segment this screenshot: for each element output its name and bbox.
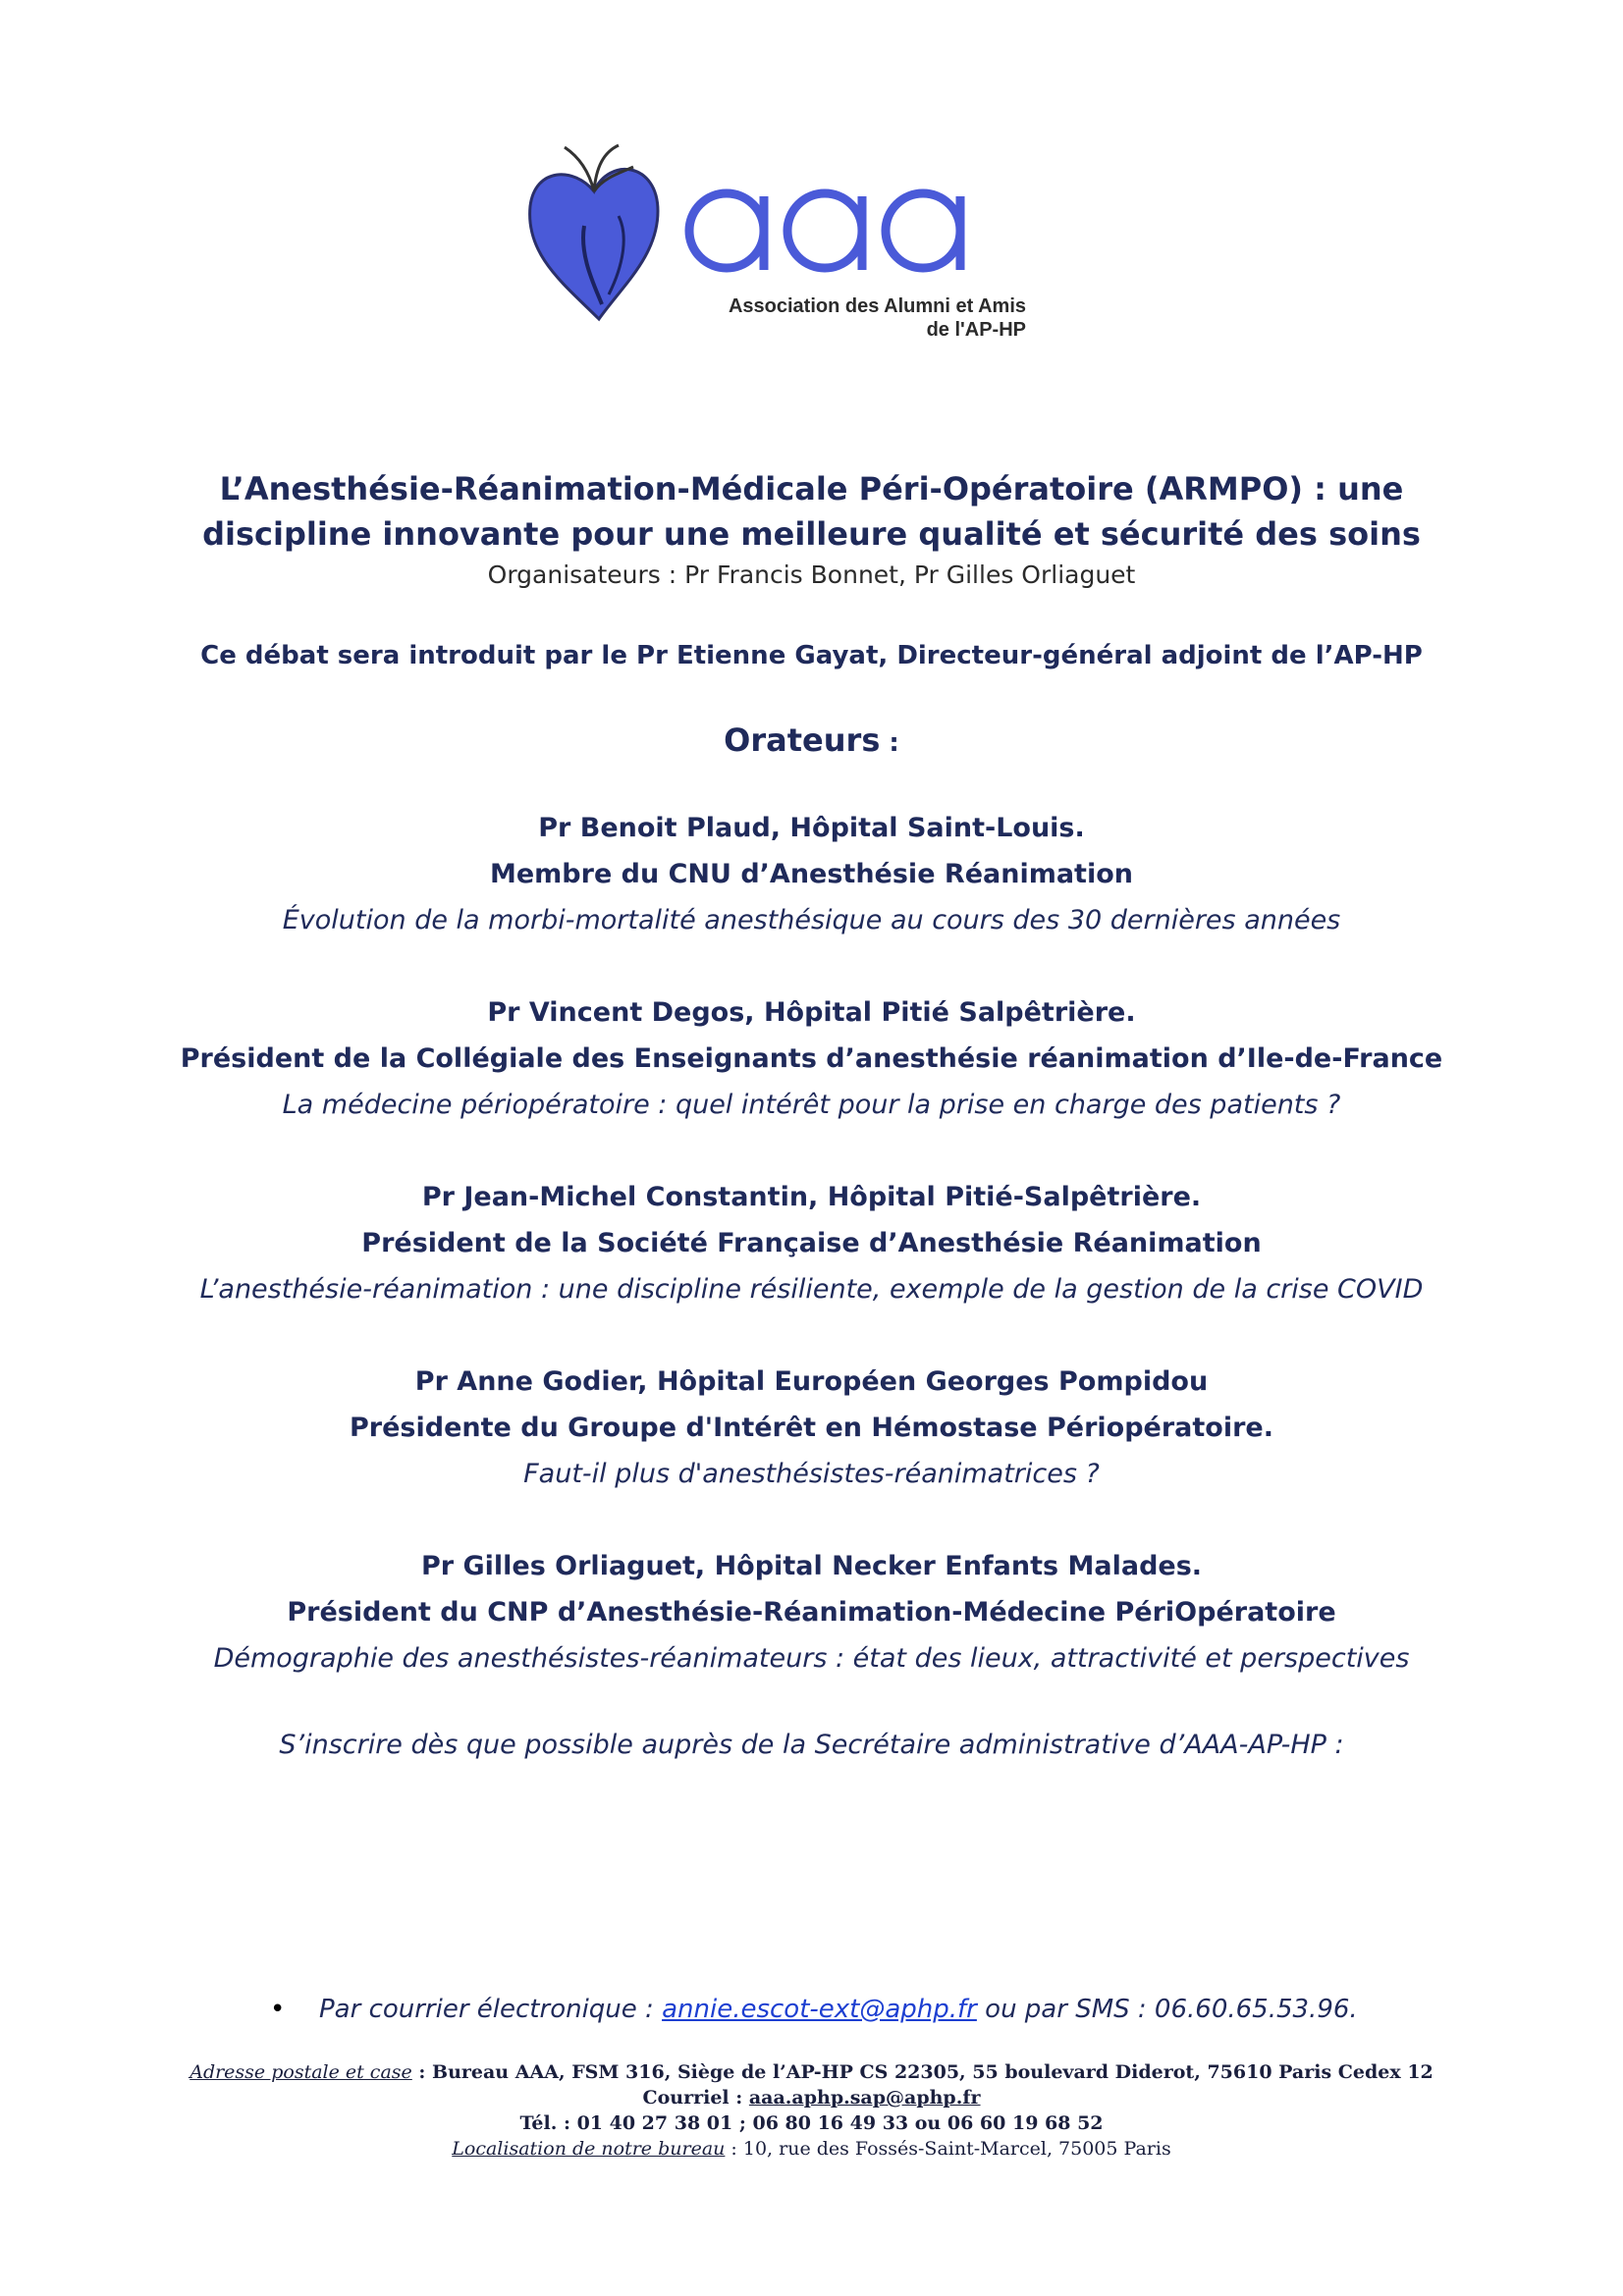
aaa-logo bbox=[525, 137, 1036, 353]
speaker-name: Pr Gilles Orliaguet, Hôpital Necker Enfants Malades. bbox=[420, 1551, 1203, 1581]
speaker-name: Pr Vincent Degos, Hôpital Pitié Salpêtrière. bbox=[487, 997, 1136, 1028]
speaker-talk: Démographie des anesthésistes-réanimateurs : état des lieux, attractivité et perspectives bbox=[213, 1643, 1410, 1674]
speaker-role: Président du CNP d’Anesthésie-Réanimation-Médecine PériOpératoire bbox=[287, 1597, 1336, 1628]
speaker-role: Président de la Collégiale des Enseignants d’anesthésie réanimation d’Ile-de-France bbox=[180, 1043, 1443, 1074]
contact-list-item bbox=[270, 1995, 1358, 2024]
organisers: Organisateurs : Pr Francis Bonnet, Pr Gilles Orliaguet bbox=[487, 561, 1136, 589]
logo-line-2: de l'AP-HP bbox=[926, 319, 1026, 341]
speaker-name: Pr Benoit Plaud, Hôpital Saint-Louis. bbox=[538, 813, 1085, 843]
footer-tel bbox=[0, 2110, 1623, 2136]
speaker-block bbox=[0, 805, 1623, 943]
speaker-name: Pr Anne Godier, Hôpital Européen Georges Pompidou bbox=[414, 1366, 1209, 1397]
location-label: Localisation de notre bureau bbox=[452, 2138, 726, 2160]
courriel-label: Courriel : bbox=[642, 2087, 749, 2109]
speakers-heading bbox=[0, 721, 1623, 759]
title-line-1: L’Anesthésie-Réanimation-Médicale Péri-Opératoire (ARMPO) : une bbox=[219, 470, 1404, 507]
registration-note: S’inscrire dès que possible auprès de la Secrétaire administrative d’AAA-AP-HP : bbox=[279, 1730, 1344, 1760]
email-link[interactable]: annie.escot-ext@aphp.fr bbox=[662, 1995, 977, 2024]
speaker-role: Présidente du Groupe d'Intérêt en Hémostase Périopératoire. bbox=[350, 1413, 1273, 1443]
speaker-talk: L’anesthésie-réanimation : une discipline résiliente, exemple de la gestion de la crise COVID bbox=[199, 1274, 1424, 1305]
logo-organization-name bbox=[682, 294, 1026, 342]
speaker-talk: Évolution de la morbi-mortalité anesthésique au cours des 30 dernières années bbox=[282, 905, 1341, 935]
courriel-link[interactable]: aaa.aphp.sap@aphp.fr bbox=[748, 2087, 981, 2109]
address-value: : Bureau AAA, FSM 316, Siège de l’AP-HP CS 22305, 55 boulevard Diderot, 75610 Paris Cedex 12 bbox=[411, 2061, 1434, 2083]
footer-courriel bbox=[0, 2085, 1623, 2110]
speaker-block bbox=[0, 1174, 1623, 1312]
speakers-heading-colon: : bbox=[880, 728, 899, 758]
speaker-block bbox=[0, 989, 1623, 1128]
speaker-block bbox=[0, 1359, 1623, 1497]
bullet-icon: • bbox=[270, 1995, 286, 2024]
contact-prefix: Par courrier électronique : bbox=[319, 1995, 663, 2024]
footer-address bbox=[0, 2059, 1623, 2085]
footer bbox=[0, 2059, 1623, 2162]
title-line-2: discipline innovante pour une meilleure qualité et sécurité des soins bbox=[202, 515, 1421, 553]
speaker-role: Membre du CNU d’Anesthésie Réanimation bbox=[489, 859, 1133, 889]
location-value: : 10, rue des Fossés-Saint-Marcel, 75005 Paris bbox=[725, 2138, 1171, 2160]
speaker-role: Président de la Société Française d’Anesthésie Réanimation bbox=[361, 1228, 1262, 1258]
speaker-talk: Faut-il plus d'anesthésistes-réanimatrices ? bbox=[523, 1459, 1100, 1489]
speaker-name: Pr Jean-Michel Constantin, Hôpital Pitié-Salpêtrière. bbox=[421, 1182, 1202, 1212]
speakers-heading-label: Orateurs bbox=[724, 721, 881, 759]
tel-value: Tél. : 01 40 27 38 01 ; 06 80 16 49 33 ou 06 60 19 68 52 bbox=[519, 2112, 1104, 2134]
logo-line-1: Association des Alumni et Amis bbox=[728, 295, 1026, 317]
speaker-talk: La médecine périopératoire : quel intérêt pour la prise en charge des patients ? bbox=[282, 1090, 1341, 1120]
address-label: Adresse postale et case bbox=[189, 2061, 412, 2083]
debate-intro: Ce débat sera introduit par le Pr Etienne Gayat, Directeur-général adjoint de l’AP-HP bbox=[200, 641, 1423, 670]
speaker-block bbox=[0, 1543, 1623, 1682]
contact-suffix: ou par SMS : 06.60.65.53.96. bbox=[976, 1995, 1358, 2024]
footer-location bbox=[0, 2136, 1623, 2162]
page-title bbox=[0, 466, 1623, 557]
